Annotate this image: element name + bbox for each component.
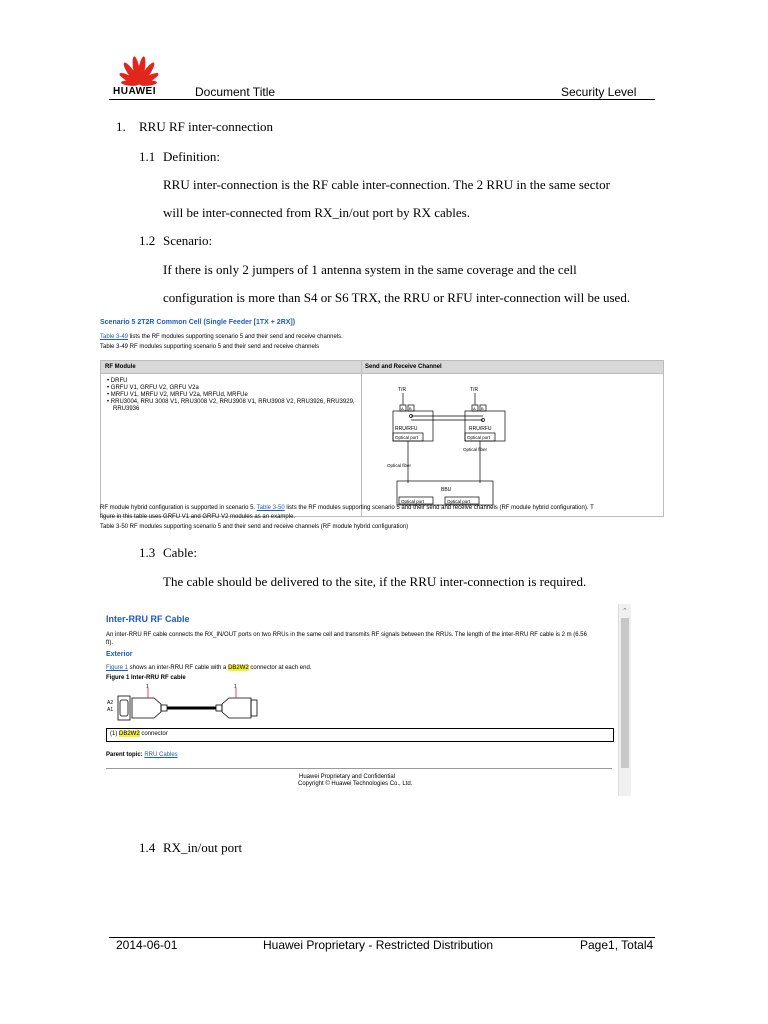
tr-right-label: T/R <box>470 387 479 393</box>
port-b-left: B <box>409 406 412 411</box>
cable-description-cont: ft). <box>106 640 113 646</box>
definition-line-2: will be inter-connected from RX_in/out port by RX cables. <box>163 205 470 220</box>
document-title: Document Title <box>195 85 276 99</box>
scroll-up-icon[interactable]: ⌃ <box>622 607 628 615</box>
footer-date: 2014-06-01 <box>116 938 178 952</box>
rru-left-label: RRU/RFU <box>395 426 418 432</box>
tr-left-label: T/R <box>398 387 407 393</box>
scenario-line-2: configuration is more than S4 or S6 TRX, the RRU or RFU inter-connection will be used. <box>163 290 631 305</box>
bbu-label: BBU <box>441 487 452 493</box>
port-b-right: B <box>481 406 484 411</box>
cable-paragraph: The cable should be delivered to the site, if the RRU inter-connection is required. <box>163 574 587 589</box>
exterior-heading: Exterior <box>106 651 133 658</box>
bbu-optical-port-1: Optical port <box>401 499 425 504</box>
rru-right-label: RRU/RFU <box>469 426 492 432</box>
figure-caption: Figure 1 Inter-RRU RF cable <box>106 675 186 681</box>
figure-1-link[interactable]: Figure 1 <box>106 665 129 671</box>
label-a2: A2 <box>107 700 114 706</box>
table-header <box>101 361 663 374</box>
port-a-left: A <box>401 406 404 411</box>
callout-1-right: 1 <box>234 684 237 690</box>
footer-page: Page1, Total4 <box>580 938 654 952</box>
module-item-cont: RRU3936 <box>113 406 140 412</box>
hybrid-note-line-2: figure in this table uses GRFU V1 and GRFU V2 modules as an example. <box>100 514 296 520</box>
col-rf-module: RF Module <box>105 364 136 370</box>
header-divider <box>109 99 655 100</box>
rf-module-table <box>100 360 664 517</box>
section-1-3-number: 1.3 <box>139 545 156 560</box>
connector-highlight: DB2W2 <box>228 665 249 671</box>
huawei-logo-icon <box>113 52 165 86</box>
table-caption: Table 3-49 RF modules supporting scenario 5 and their send and receive channels <box>100 344 320 350</box>
section-1-4-number: 1.4 <box>139 840 156 855</box>
module-item: • RRU3004, RRU 3008 V1, RRU3008 V2, RRU3908 V1, RRU3908 V2, RRU3926, RRU3929, <box>107 399 355 405</box>
vertical-scrollbar[interactable] <box>618 604 631 796</box>
cable-title: Inter-RRU RF Cable <box>106 614 190 624</box>
section-1-2-number: 1.2 <box>139 233 156 248</box>
figure-intro: Figure 1 shows an inter-RRU RF cable with a DB2W2 connector at each end. <box>106 665 312 671</box>
huawei-logo <box>113 52 165 86</box>
module-item: • GRFU V1, GRFU V2, GRFU V2a <box>107 385 199 391</box>
scenario-table-screenshot <box>100 317 662 537</box>
module-item: • DRFU <box>107 378 128 384</box>
bbu-optical-port-2: Optical port <box>447 499 471 504</box>
inter-rru-cable-screenshot <box>103 604 630 796</box>
section-1-4-title: RX_in/out port <box>163 840 243 855</box>
callout-1-left: 1 <box>146 684 149 690</box>
table-3-50-link[interactable]: Table 3-50 <box>256 505 285 511</box>
logo-text: HUAWEI <box>113 86 156 97</box>
rru-interconnect-diagram <box>383 383 523 513</box>
section-1-1-number: 1.1 <box>139 149 156 164</box>
screenshot-footer-divider <box>106 768 612 769</box>
scenario-line-1: If there is only 2 jumpers of 1 antenna system in the same coverage and the cell <box>163 262 577 277</box>
scroll-thumb[interactable] <box>621 618 629 768</box>
section-1-title: RRU RF inter-connection <box>139 119 274 134</box>
hybrid-note: RF module hybrid configuration is supported in scenario 5. Table 3-50 lists the RF modules supporting scenario 5 and their send and receive channels (RF module hybrid configuration). T <box>100 505 594 511</box>
section-1-2-title: Scenario: <box>163 233 213 248</box>
col-send-receive: Send and Receive Channel <box>365 364 442 370</box>
scenario-heading: Scenario 5 2T2R Common Cell (Single Feeder [1TX + 2RX]) <box>100 319 296 326</box>
table-3-49-link[interactable]: Table 3-49 <box>100 334 129 340</box>
rru-cables-link[interactable]: RRU Cables <box>144 752 178 758</box>
cable-drawing <box>106 684 276 724</box>
definition-line-1: RRU inter-connection is the RF cable inter-connection. The 2 RRU in the same sector <box>163 177 610 192</box>
legend-box <box>106 728 614 742</box>
cable-description: An inter-RRU RF cable connects the RX_IN/OUT ports on two RRUs in the same cell and transmits RF signals between the RRUs. The length of the inter-RRU RF cable is 2 m (6.56 <box>106 632 587 638</box>
proprietary-notice: Huawei Proprietary and Confidential <box>299 774 396 780</box>
table-3-50-caption: Table 3-50 RF modules supporting scenario 5 and their send and receive channels (RF module hybrid configuration) <box>100 524 409 530</box>
footer-classification: Huawei Proprietary - Restricted Distribution <box>263 938 494 952</box>
optical-fiber-label-2: Optical fiber <box>387 463 412 468</box>
port-a-right: A <box>473 406 476 411</box>
parent-topic: Parent topic: RRU Cables <box>106 752 178 758</box>
legend-text: (1) DB2W2 connector <box>110 731 168 737</box>
section-1-1-title: Definition: <box>163 149 221 164</box>
label-a1: A1 <box>107 707 114 713</box>
section-1-3-title: Cable: <box>163 545 197 560</box>
section-1-number: 1. <box>116 119 126 134</box>
scenario-intro: Table 3-49 lists the RF modules supporting scenario 5 and their send and receive channels. <box>100 334 343 340</box>
optical-port-right: Optical port <box>467 435 491 440</box>
optical-fiber-label-1: Optical fiber <box>463 447 488 452</box>
optical-port-left: Optical port <box>395 435 419 440</box>
module-item: • MRFU V1, MRFU V2, MRFU V2a, MRFUd, MRFUe <box>107 392 248 398</box>
copyright-notice: Copyright © Huawei Technologies Co., Ltd. <box>298 781 413 787</box>
security-level: Security Level <box>561 85 637 99</box>
column-divider <box>361 361 362 516</box>
